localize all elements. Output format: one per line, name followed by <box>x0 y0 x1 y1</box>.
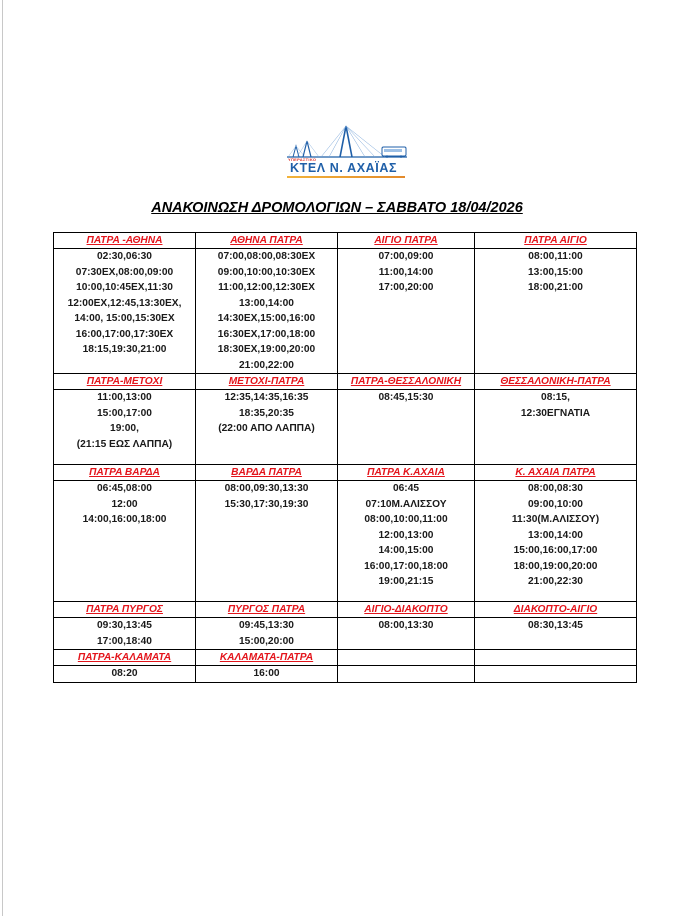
route-times-patra-thessaloniki <box>338 390 475 465</box>
departure-times: 13:00,14:00 <box>239 297 294 309</box>
departure-times: 11:00,12:00,12:30ΕΧ <box>218 282 315 293</box>
departure-times: 17:00,18:40 <box>97 635 152 647</box>
departure-times: 07:00,09:00 <box>378 251 434 262</box>
route-name-patra-thessaloniki: ΠΑΤΡΑ-ΘΕΣΣΑΛΟΝΙΚΗ <box>338 374 475 390</box>
departure-times: 13:00,14:00 <box>528 529 583 541</box>
route-name-patra-athina: ΠΑΤΡΑ -ΑΘΗΝΑ <box>54 233 196 249</box>
route-times-diakopto-aigio <box>475 618 637 650</box>
departure-times: 09:00,10:00,10:30ΕΧ <box>217 266 316 278</box>
page-edge-divider <box>2 0 3 916</box>
departure-times: 08:00,09:30,13:30 <box>224 483 309 494</box>
departure-times: 13:00,15:00 <box>528 266 583 278</box>
departure-times: 07:10Μ.ΑΛΙΣΣΟΥ <box>365 498 447 510</box>
route-times-row <box>54 618 637 650</box>
departure-times: 21:00,22:00 <box>239 359 294 371</box>
departure-times: 11:00,13:00 <box>97 392 152 403</box>
departure-times: 14:30ΕΧ,15:00,16:00 <box>217 313 316 324</box>
departure-times: 14:00,16:00,18:00 <box>82 514 167 525</box>
departure-times: 08:00,10:00,11:00 <box>364 514 448 525</box>
empty-cell <box>338 650 475 666</box>
route-name-diakopto-aigio: ΔΙΑΚΟΠΤΟ-ΑΙΓΙΟ <box>475 602 637 618</box>
route-header-row <box>54 374 637 390</box>
departure-times: 15:00,16:00,17:00 <box>513 545 598 556</box>
departure-times: 18:35,20:35 <box>239 407 294 419</box>
route-times-patra-varda <box>54 481 196 602</box>
departure-times: 18:00,19:00,20:00 <box>513 560 598 572</box>
departure-times: 12:00ΕΧ,12:45,13:30ΕΧ, <box>67 297 182 309</box>
departure-times: 09:30,13:45 <box>97 620 152 631</box>
departure-times: 08:15, <box>541 392 570 403</box>
route-times-patra-kato-achaia <box>338 481 475 602</box>
route-times-patra-aigio <box>475 249 637 374</box>
departure-times: 18:00,21:00 <box>528 282 583 293</box>
route-times-aigio-patra <box>338 249 475 374</box>
route-name-patra-varda: ΠΑΤΡΑ ΒΑΡΔΑ <box>54 465 196 481</box>
departure-times: 09:00,10:00 <box>528 498 583 510</box>
departure-times: 06:45,08:00 <box>97 483 152 494</box>
route-name-patra-kato-achaia: ΠΑΤΡΑ Κ.ΑΧΑΙΑ <box>338 465 475 481</box>
route-times-patra-pyrgos <box>54 618 196 650</box>
departure-times: 08:00,11:00 <box>528 251 583 262</box>
route-times-pyrgos-patra <box>196 618 338 650</box>
departure-times: 07:00,08:00,08:30ΕΧ <box>217 251 316 262</box>
route-times-aigio-diakopto <box>338 618 475 650</box>
departure-times: 11:00,14:00 <box>378 266 434 278</box>
route-times-kalamata-patra <box>196 666 338 683</box>
route-name-aigio-diakopto: ΑΙΓΙΟ-ΔΙΑΚΟΠΤΟ <box>338 602 475 618</box>
empty-cell <box>475 650 637 666</box>
route-name-athina-patra: ΑΘΗΝΑ ΠΑΤΡΑ <box>196 233 338 249</box>
departure-times: 16:30ΕΧ,17:00,18:00 <box>217 328 316 340</box>
route-name-patra-metochi: ΠΑΤΡΑ-ΜΕΤΟΧΙ <box>54 374 196 390</box>
departure-times: (21:15 ΕΩΣ ΛΑΠΠΑ) <box>76 438 173 450</box>
departure-times: 09:45,13:30 <box>239 620 294 631</box>
route-name-kato-achaia-patra: Κ. ΑΧΑΙΑ ΠΑΤΡΑ <box>475 465 637 481</box>
route-times-row <box>54 481 637 602</box>
route-name-kalamata-patra: ΚΑΛΑΜΑΤΑ-ΠΑΤΡΑ <box>196 650 338 666</box>
departure-times: 16:00,17:00,18:00 <box>364 560 448 572</box>
empty-cell <box>338 666 475 683</box>
departure-times: 08:00,13:30 <box>378 620 434 631</box>
route-times-metochi-patra <box>196 390 338 465</box>
departure-times: 12:30ΕΓΝΑΤΙΑ <box>520 407 591 419</box>
departure-times: 12:35,14:35,16:35 <box>224 392 309 403</box>
departure-times: 12:00,13:00 <box>378 529 434 541</box>
departure-times: 14:00,15:00 <box>378 545 434 556</box>
route-name-aigio-patra: ΑΙΓΙΟ ΠΑΤΡΑ <box>338 233 475 249</box>
logo-name: ΚΤΕΛ Ν. ΑΧΑΪΑΣ <box>290 161 398 175</box>
departure-times: 16:00 <box>253 668 280 679</box>
logo-subtitle: ΥΠΕΡΑΣΤΙΚΟ <box>288 157 317 162</box>
departure-times: 07:30ΕΧ,08:00,09:00 <box>75 266 174 278</box>
route-times-athina-patra <box>196 249 338 374</box>
route-times-row <box>54 666 637 683</box>
departure-times: 02:30,06:30 <box>97 251 152 262</box>
departure-times: 15:00,17:00 <box>97 407 152 419</box>
departure-times: 18:30ΕΧ,19:00,20:00 <box>217 344 316 355</box>
document-title: ΑΝΑΚΟΙΝΩΣΗ ΔΡΟΜΟΛΟΓΙΩΝ – ΣΑΒΒΑΤΟ 18/04/2026 <box>151 200 523 216</box>
route-name-metochi-patra: ΜΕΤΟΧΙ-ΠΑΤΡΑ <box>196 374 338 390</box>
departure-times: 08:00,08:30 <box>528 483 583 494</box>
route-times-row <box>54 249 637 374</box>
departure-times: 11:30(Μ.ΑΛΙΣΣΟΥ) <box>511 514 600 525</box>
route-times-patra-metochi <box>54 390 196 465</box>
route-name-thessaloniki-patra: ΘΕΣΣΑΛΟΝΙΚΗ-ΠΑΤΡΑ <box>475 374 637 390</box>
route-times-kato-achaia-patra <box>475 481 637 602</box>
departure-times: 19:00,21:15 <box>378 576 434 587</box>
departure-times: 06:45 <box>392 483 420 494</box>
departure-times: 16:00,17:00,17:30ΕΧ <box>75 328 174 340</box>
route-name-pyrgos-patra: ΠΥΡΓΟΣ ΠΑΤΡΑ <box>196 602 338 618</box>
departure-times: 17:00,20:00 <box>378 282 434 293</box>
route-name-patra-aigio: ΠΑΤΡΑ ΑΙΓΙΟ <box>475 233 637 249</box>
empty-cell <box>475 666 637 683</box>
departure-times: 08:45,15:30 <box>378 392 434 403</box>
departure-times: 18:15,19:30,21:00 <box>82 344 167 355</box>
departure-times: (22:00 ΑΠΟ ΛΑΠΠΑ) <box>218 423 315 434</box>
departure-times: 15:00,20:00 <box>239 635 294 647</box>
route-header-row <box>54 233 637 249</box>
route-times-patra-kalamata <box>54 666 196 683</box>
departure-times: 19:00, <box>110 423 139 434</box>
route-header-row <box>54 650 637 666</box>
route-times-row <box>54 390 637 465</box>
logo-underline <box>287 176 405 178</box>
route-header-row <box>54 602 637 618</box>
departure-times: 10:00,10:45ΕΧ,11:30 <box>76 282 173 293</box>
departure-times: 15:30,17:30,19:30 <box>224 498 309 510</box>
route-times-thessaloniki-patra <box>475 390 637 465</box>
route-name-patra-kalamata: ΠΑΤΡΑ-ΚΑΛΑΜΑΤΑ <box>54 650 196 666</box>
route-name-varda-patra: ΒΑΡΔΑ ΠΑΤΡΑ <box>196 465 338 481</box>
route-times-patra-athina <box>54 249 196 374</box>
route-name-patra-pyrgos: ΠΑΤΡΑ ΠΥΡΓΟΣ <box>54 602 196 618</box>
departure-times: 08:30,13:45 <box>528 620 583 631</box>
departure-times: 14:00, 15:00,15:30ΕΧ <box>74 313 175 324</box>
schedule-table <box>53 232 637 683</box>
departure-times: 12:00 <box>111 498 138 510</box>
route-header-row <box>54 465 637 481</box>
route-times-varda-patra <box>196 481 338 602</box>
departure-times: 08:20 <box>111 668 138 679</box>
departure-times: 21:00,22:30 <box>528 576 583 587</box>
